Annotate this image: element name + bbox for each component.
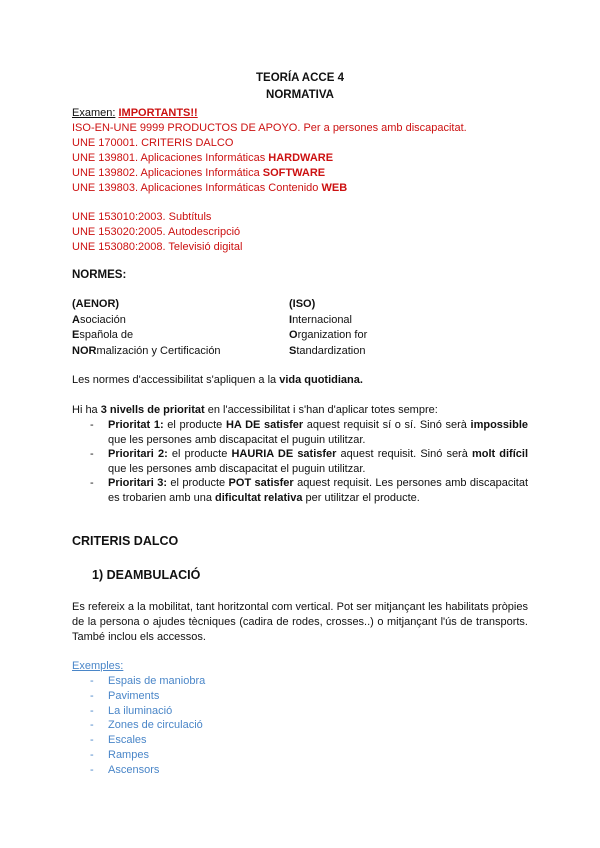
deambulacio-heading: 1) DEAMBULACIÓ xyxy=(92,568,201,582)
exam-header xyxy=(72,106,528,121)
aenor-row: Española de xyxy=(72,329,134,341)
priority-intro: Hi ha 3 nivells de prioritat en l'accessibilitat i s'han d'aplicar totes sempre: xyxy=(72,404,438,416)
exam-important: IMPORTANTS!! xyxy=(118,107,198,119)
exam-norm-line: UNE 170001. CRITERIS DALCO xyxy=(72,137,234,149)
criteris-heading: CRITERIS DALCO xyxy=(72,534,179,548)
deambulacio-paragraph: Es refereix a la mobilitat, tant horitzontal com vertical. Pot ser mitjançant les habilitats pròpies de la persona o ajudes tècniques (cadira de rodes, crosses..) o mitjançant l'ús de transports. També inclou els accessos. xyxy=(72,601,528,643)
aenor-row: Asociación xyxy=(72,313,126,326)
exam-norms-list xyxy=(72,121,528,255)
normes-heading: NORMES: xyxy=(72,269,127,281)
iso-row: Standardization xyxy=(289,344,366,357)
example-item: - Espais de maniobra xyxy=(72,674,528,689)
exam-norm-line: UNE 153080:2008. Televisió digital xyxy=(72,241,243,253)
exam-norm-line: UNE 139803. Aplicaciones Informáticas Contenido WEB xyxy=(72,182,348,194)
normes-columns xyxy=(72,297,528,359)
exam-norm-line: UNE 139801. Aplicaciones Informáticas HARDWARE xyxy=(72,152,334,164)
examples-list xyxy=(72,674,528,778)
document-title: TEORÍA ACCE 4 xyxy=(256,72,344,84)
exam-label: Examen: xyxy=(72,107,116,119)
priority-item: - Prioritat 1: el producte HA DE satisfer aquest requisit sí o sí. Sinó serà impossible que les persones amb discapacitat el puguin utilitzar. xyxy=(72,418,528,447)
daily-life-sentence: Les normes d'accessibilitat s'apliquen a la vida quotidiana. xyxy=(72,374,363,386)
exam-norm-line: UNE 153020:2005. Autodescripció xyxy=(72,226,241,238)
example-item: - La iluminació xyxy=(72,704,528,719)
iso-title: (ISO) xyxy=(289,298,316,310)
exam-norm-line: UNE 139802. Aplicaciones Informática SOFTWARE xyxy=(72,167,326,179)
iso-column xyxy=(289,297,506,359)
iso-row: Organization for xyxy=(289,329,368,341)
iso-row: Internacional xyxy=(289,313,352,326)
example-item: - Rampes xyxy=(72,748,528,763)
example-item: - Ascensors xyxy=(72,763,528,778)
priority-list xyxy=(72,418,528,505)
aenor-row: NORmalización y Certificación xyxy=(72,344,221,357)
aenor-column xyxy=(72,297,289,359)
example-item: - Zones de circulació xyxy=(72,718,528,733)
document-page xyxy=(72,70,528,778)
aenor-title: (AENOR) xyxy=(72,298,120,310)
example-item: - Escales xyxy=(72,733,528,748)
document-subtitle: NORMATIVA xyxy=(266,89,334,101)
exam-norm-line: UNE 153010:2003. Subtítuls xyxy=(72,211,212,223)
examples-label: Exemples: xyxy=(72,660,124,672)
example-item: - Paviments xyxy=(72,689,528,704)
exam-norm-line: ISO-EN-UNE 9999 PRODUCTOS DE APOYO. Per a persones amb discapacitat. xyxy=(72,122,467,134)
priority-item: - Prioritari 3: el producte POT satisfer aquest requisit. Les persones amb discapacitat es trobarien amb una dificultat relativa per utilitzar el producte. xyxy=(72,476,528,505)
priority-item: - Prioritari 2: el producte HAURIA DE satisfer aquest requisit. Sinó serà molt difícil que les persones amb discapacitat el puguin utilitzar. xyxy=(72,447,528,476)
